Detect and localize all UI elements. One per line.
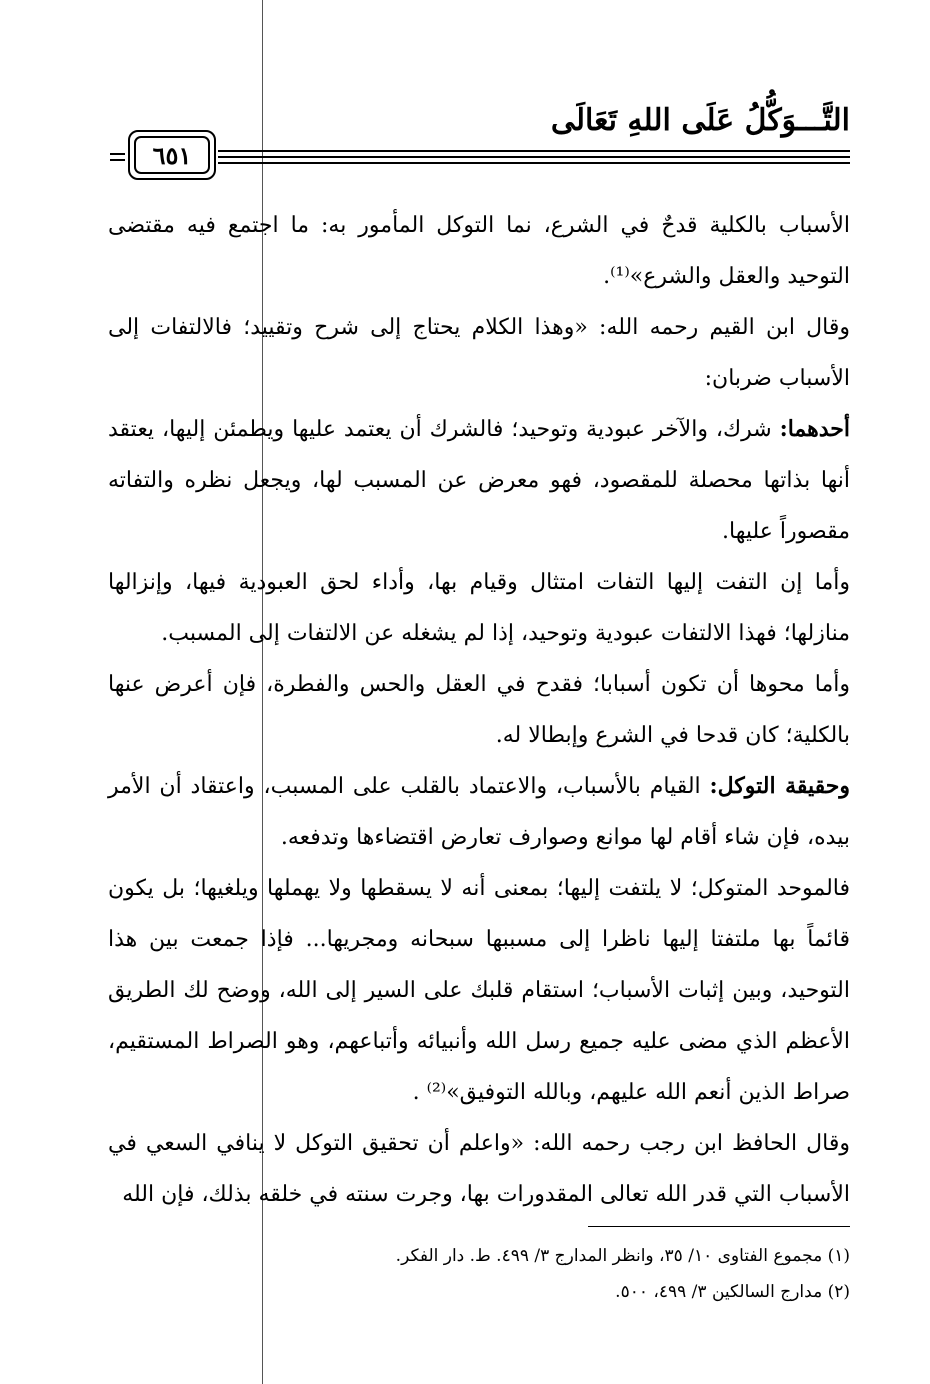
page-header [108, 95, 850, 185]
paragraph-6 [108, 761, 850, 863]
paragraph-6-label: وحقيقة التوكل: [709, 773, 850, 799]
paragraph-1: الأسباب بالكلية قدحٌ في الشرع، نما التوكل المأمور به: ما اجتمع فيه مقتضى التوحيد والعقل والشرع»⁽¹⁾. [108, 213, 850, 289]
main-text [108, 200, 850, 1220]
footnote-2: (٢) مدارج السالكين ٣/ ٤٩٩، ٥٠٠. [615, 1282, 850, 1302]
running-title: التَّـــوَكُّلُ عَلَى اللهِ تَعَالَى [550, 103, 850, 138]
footnote-1: (١) مجموع الفتاوى ١٠/ ٣٥، وانظر المدارج ٣/ ٤٩٩. ط. دار الفكر. [395, 1246, 850, 1266]
header-rule-2 [218, 156, 850, 158]
header-rule-left-1 [110, 153, 125, 155]
paragraph-3-label: أحدهما: [779, 416, 850, 442]
paragraph-5: وأما محوها أن تكون أسبابا؛ فقدح في العقل والحس والفطرة، فإن أعرض عنها بالكلية؛ كان قدحا في الشرع وإبطالا له. [108, 672, 850, 748]
paragraph-2: وقال ابن القيم رحمه الله: «وهذا الكلام يحتاج إلى شرح وتقييد؛ فالالتفات إلى الأسباب ضربان: [108, 315, 850, 391]
paragraph-7: فالموحد المتوكل؛ لا يلتفت إليها؛ بمعنى أنه لا يسقطها ولا يهملها ويلغيها؛ بل يكون قائماً بها ملتفتا إليها ناظرا إلى مسببها سبحانه ومجريها... فإذا جمعت بين هذا التوحيد، وبين إثبات الأسباب؛ استقام قلبك على السير إلى الله، ووضح لك الطريق الأعظم الذي مضى عليه جميع رسل الله وأنبيائه وأتباعهم، وهو الصراط المستقيم، صراط الذين أنعم الله عليهم، وبالله التوفيق»⁽²⁾ . [108, 876, 850, 1105]
paragraph-6-text: القيام بالأسباب، والاعتماد بالقلب على المسبب، واعتقاد أن الأمر بيده، فإن شاء أقام لها موانع وصوارف تعارض اقتضاءها وتدفعه. [108, 774, 850, 850]
paragraph-4: وأما إن التفت إليها التفات امتثال وقيام بها، وأداء لحق العبودية فيها، وإنزالها منازلها؛ فهذا الالتفات عبودية وتوحيد، إذا لم يشغله عن الالتفات إلى المسبب. [108, 570, 850, 646]
header-rule-left-2 [110, 159, 125, 161]
page-number-frame [128, 130, 216, 180]
paragraph-3-text: شرك، والآخر عبودية وتوحيد؛ فالشرك أن يعتمد عليها ويطمئن إليها، يعتقد أنها بذاتها محصلة للمقصود، فهو معرض عن المسبب لها، ويجعل نظره والتفاته مقصوراً عليها. [108, 417, 850, 544]
header-rule-3 [218, 162, 850, 164]
paragraph-3 [108, 404, 850, 557]
header-rule-1 [218, 150, 850, 152]
footnotes [108, 1238, 850, 1310]
footnote-separator [588, 1226, 850, 1227]
page-number: ٦٥١ [134, 136, 210, 174]
paragraph-8: وقال الحافظ ابن رجب رحمه الله: «واعلم أن تحقيق التوكل لا ينافي السعي في الأسباب التي قدر الله تعالى المقدورات بها، وجرت سنته في خلقه بذلك، فإن الله [108, 1131, 850, 1207]
